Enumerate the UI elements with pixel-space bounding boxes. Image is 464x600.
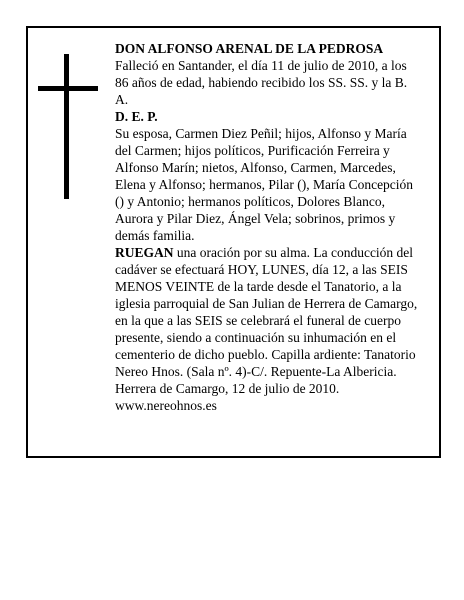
ruegan-text: una oración por su alma. La conducción del cadáver se efectuará HOY, LUNES, día 12, a las SEIS MENOS VEINTE de la tarde desde el Tanatorio, a la iglesia parroquial de San Julian de Herrera de Camargo, en la que a las SEIS se celebrará el funeral de cuerpo presente, siendo a continuación su inhumación en el cementerio de dicho pueblo. Capilla ardiente: Tanatorio Nereo Hnos. (Sala nº. 4)-C/. Repuente-La Albericia. [115,245,418,379]
obituary-notice [26,26,441,458]
place-date: Herrera de Camargo, 12 de julio de 2010. [115,381,340,396]
death-info: Falleció en Santander, el día 11 de julio de 2010, a los 86 años de edad, habiendo recibido los SS. SS. y la B. A. [115,58,408,107]
deceased-name: DON ALFONSO ARENAL DE LA PEDROSA [115,41,384,56]
dep-heading: D. E. P. [115,109,158,124]
obituary-text [115,40,419,414]
latin-cross-icon [38,54,98,199]
ruegan-paragraph [115,244,419,380]
website: www.nereohnos.es [115,398,217,413]
cross-horizontal-bar [38,86,98,91]
ruegan-label: RUEGAN [115,245,174,260]
family-list: Su esposa, Carmen Diez Peñil; hijos, Alfonso y María del Carmen; hijos políticos, Purificación Ferreira y Alfonso Marín; nietos, Alfonso, Carmen, Marcedes, Elena y Alfonso; hermanos, Pilar (), María Concepción () y Antonio; hermanos políticos, Dolores Blanco, Aurora y Pilar Diez, Ángel Vela; sobrinos, primos y demás familia. [115,126,414,243]
cross-vertical-bar [64,54,69,199]
